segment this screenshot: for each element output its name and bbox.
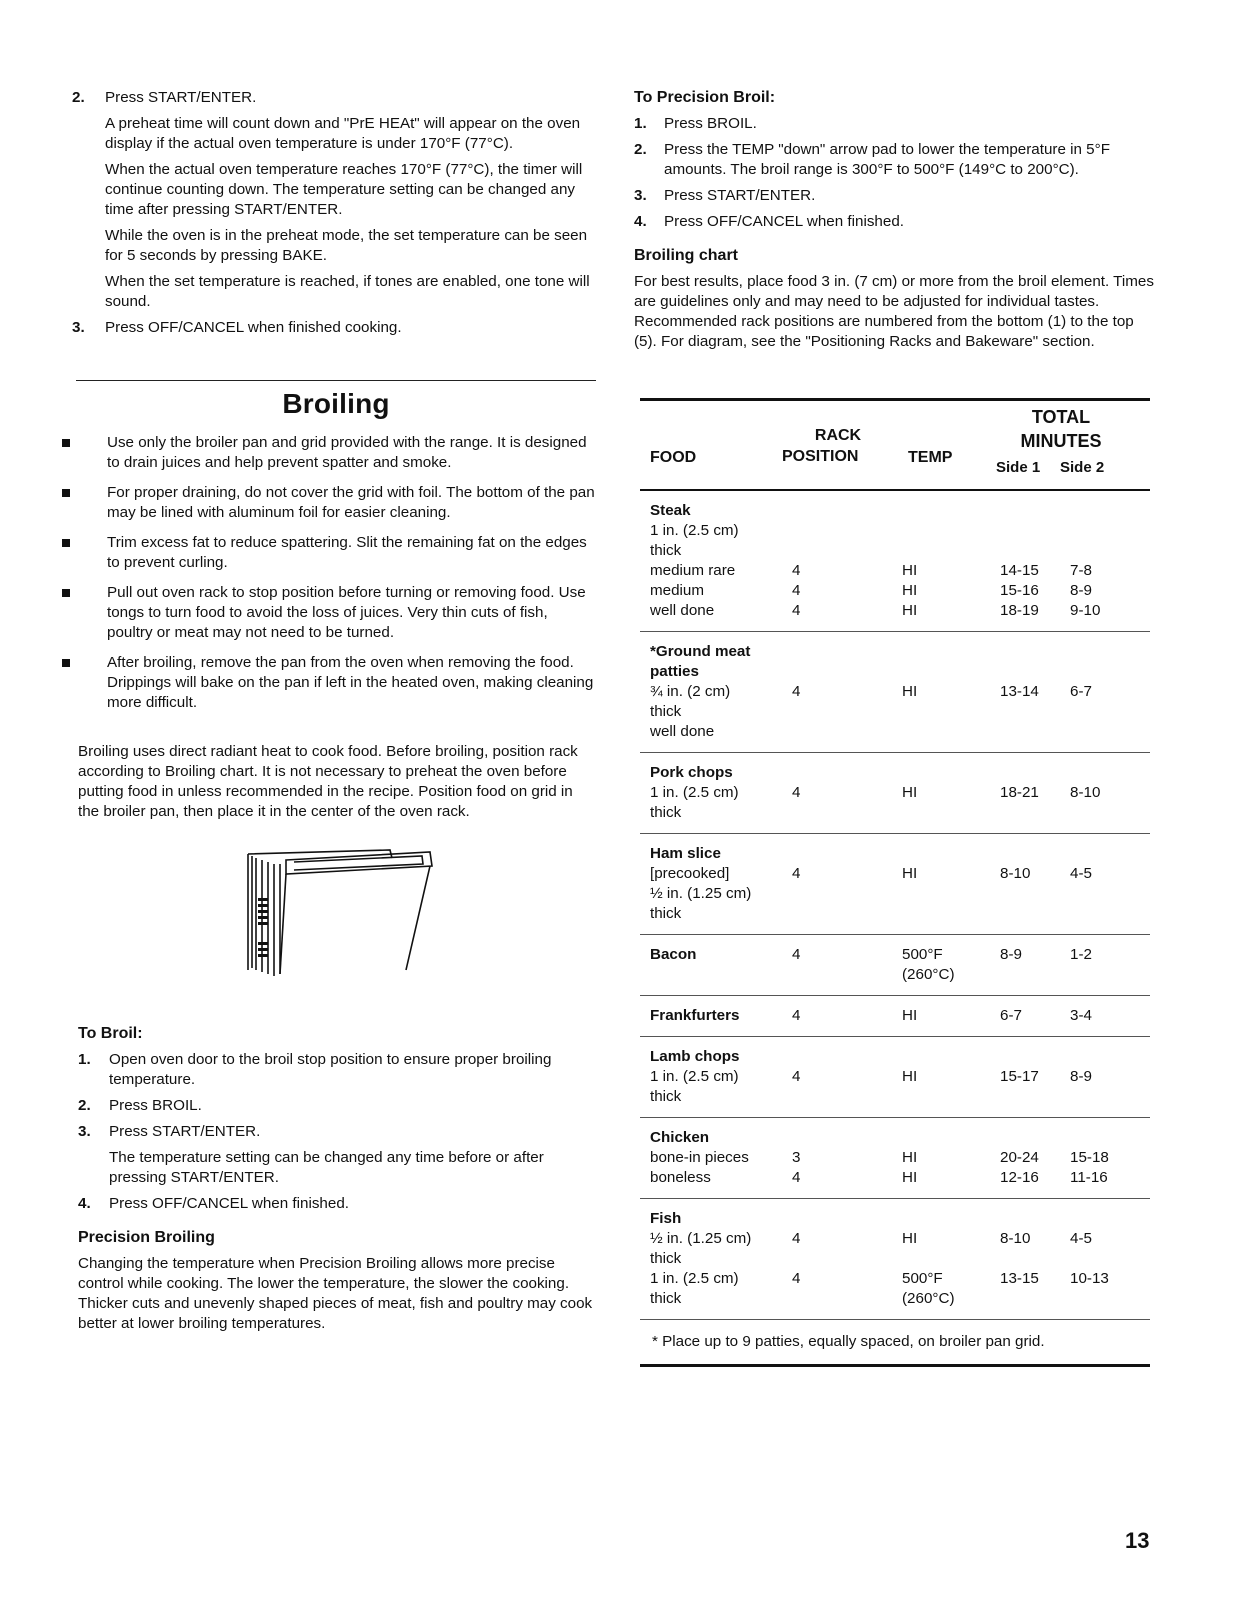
bullet-square-icon bbox=[62, 489, 70, 497]
preheat-section bbox=[62, 88, 597, 344]
to-broil-note: The temperature setting can be changed any time before or after pressing START/ENTER. bbox=[109, 1149, 544, 1186]
table-row bbox=[640, 581, 1150, 601]
bullet-square-icon bbox=[62, 439, 70, 447]
cell-food: boneless bbox=[650, 1169, 711, 1186]
cell-food: bone-in pieces bbox=[650, 1149, 749, 1166]
cell-temp: (260°C) bbox=[902, 1290, 955, 1307]
cell-food: [precooked] bbox=[650, 865, 730, 882]
tip-item bbox=[62, 483, 597, 523]
header-temp: TEMP bbox=[908, 449, 953, 466]
step-text: Press OFF/CANCEL when finished. bbox=[664, 213, 904, 230]
cell-food: Steak bbox=[650, 502, 691, 519]
cell-temp: HI bbox=[902, 1230, 918, 1247]
table-row bbox=[640, 1128, 1150, 1148]
table-row bbox=[640, 1168, 1150, 1188]
table-row bbox=[640, 1209, 1150, 1229]
cell-side-2: 11-16 bbox=[1070, 1169, 1108, 1186]
oven-door-broil-position-illustration bbox=[240, 848, 440, 996]
cell-food: well done bbox=[650, 602, 715, 619]
table-row bbox=[640, 965, 1150, 985]
to-broil-step-4 bbox=[78, 1194, 598, 1214]
cell-side-1: 8-10 bbox=[1000, 865, 1031, 882]
header-rack: RACK bbox=[814, 427, 862, 444]
table-row bbox=[640, 1249, 1150, 1269]
table-row bbox=[640, 844, 1150, 864]
preheat-step-2 bbox=[62, 88, 597, 108]
cell-food: medium bbox=[650, 582, 705, 599]
cell-rack-position: 4 bbox=[792, 602, 801, 619]
table-row bbox=[640, 702, 1150, 722]
broiling-tips-list bbox=[62, 433, 597, 723]
step-text: Press BROIL. bbox=[109, 1097, 202, 1114]
preheat-note: While the oven is in the preheat mode, the set temperature can be seen for 5 seconds by pressing BAKE. bbox=[105, 227, 588, 264]
to-precision-broil-heading: To Precision Broil: bbox=[634, 89, 776, 106]
header-total: TOTAL bbox=[1031, 407, 1091, 427]
cell-rack-position: 3 bbox=[792, 1149, 801, 1166]
table-row bbox=[640, 682, 1150, 702]
cell-side-1: 20-24 bbox=[1000, 1149, 1039, 1166]
cell-food: 1 in. (2.5 cm) bbox=[650, 1068, 739, 1085]
table-row bbox=[640, 722, 1150, 742]
cell-rack-position: 4 bbox=[792, 582, 801, 599]
cell-food: 1 in. (2.5 cm) bbox=[650, 784, 739, 801]
to-broil-step-1 bbox=[78, 1050, 598, 1090]
step-number: 4. bbox=[634, 213, 647, 230]
cell-temp: HI bbox=[902, 602, 918, 619]
table-row bbox=[640, 904, 1150, 924]
cell-rack-position: 4 bbox=[792, 683, 801, 700]
step-text: Open oven door to the broil stop position to ensure proper broiling temperature. bbox=[109, 1051, 552, 1088]
preheat-note: When the set temperature is reached, if tones are enabled, one tone will sound. bbox=[105, 273, 590, 310]
to-broil-heading: To Broil: bbox=[78, 1025, 143, 1042]
cell-side-2: 8-9 bbox=[1070, 1068, 1092, 1085]
table-footnote: * Place up to 9 patties, equally spaced, on broiler pan grid. bbox=[652, 1333, 1045, 1350]
table-row bbox=[640, 803, 1150, 823]
cell-food: thick bbox=[650, 542, 682, 559]
cell-side-2: 15-18 bbox=[1070, 1149, 1109, 1166]
section-divider bbox=[76, 380, 596, 381]
cell-side-1: 8-9 bbox=[1000, 946, 1022, 963]
cell-temp: 500°F bbox=[902, 946, 943, 963]
table-row bbox=[640, 864, 1150, 884]
cell-food: well done bbox=[650, 723, 715, 740]
step-number: 3. bbox=[72, 319, 85, 336]
cell-rack-position: 4 bbox=[792, 562, 801, 579]
cell-food: thick bbox=[650, 1088, 682, 1105]
tip-text: For proper draining, do not cover the grid with foil. The bottom of the pan may be lined with aluminum foil for easier cleaning. bbox=[107, 484, 595, 521]
table-row bbox=[640, 1269, 1150, 1289]
cell-food: thick bbox=[650, 703, 682, 720]
cell-temp: HI bbox=[902, 1149, 918, 1166]
table-header bbox=[640, 401, 1150, 481]
cell-food: Pork chops bbox=[650, 764, 733, 781]
cell-food: Ham slice bbox=[650, 845, 721, 862]
cell-side-1: 15-16 bbox=[1000, 582, 1039, 599]
food-group bbox=[640, 996, 1150, 1037]
cell-food: 1 in. (2.5 cm) bbox=[650, 522, 739, 539]
cell-food: ½ in. (1.25 cm) bbox=[650, 885, 752, 902]
step-text: Press OFF/CANCEL when finished cooking. bbox=[105, 319, 402, 336]
table-bottom-rule bbox=[640, 1364, 1150, 1367]
header-side-1: Side 1 bbox=[996, 459, 1041, 476]
cell-side-1: 6-7 bbox=[1000, 1007, 1022, 1024]
cell-food: Fish bbox=[650, 1210, 682, 1227]
cell-food: Lamb chops bbox=[650, 1048, 740, 1065]
cell-side-1: 15-17 bbox=[1000, 1068, 1039, 1085]
broiling-chart-intro: For best results, place food 3 in. (7 cm) or more from the broil element. Times are guidelines only and may need to be adjusted for individual tastes. Recommended rack positions are numbered from the bottom (1) to the top (5). For diagram, see the "Positioning Racks and Bakeware" section. bbox=[634, 273, 1154, 350]
cell-side-2: 9-10 bbox=[1070, 602, 1101, 619]
header-minutes: MINUTES bbox=[1020, 431, 1102, 451]
preheat-note: When the actual oven temperature reaches 170°F (77°C), the timer will continue counting down. The temperature setting can be changed any time after pressing START/ENTER. bbox=[105, 161, 583, 218]
cell-rack-position: 4 bbox=[792, 1270, 801, 1287]
preheat-note: A preheat time will count down and "PrE HEAt" will appear on the oven display if the actual oven temperature is under 170°F (77°C). bbox=[105, 115, 581, 152]
table-row bbox=[640, 783, 1150, 803]
cell-food: thick bbox=[650, 804, 682, 821]
step-number: 4. bbox=[78, 1195, 91, 1212]
step-number: 2. bbox=[72, 89, 85, 106]
step-number: 2. bbox=[78, 1097, 91, 1114]
food-group bbox=[640, 491, 1150, 632]
cell-temp: 500°F bbox=[902, 1270, 943, 1287]
table-row bbox=[640, 541, 1150, 561]
cell-side-2: 6-7 bbox=[1070, 683, 1092, 700]
cell-food: thick bbox=[650, 905, 682, 922]
to-broil-section bbox=[78, 1024, 598, 1334]
step-text: Press START/ENTER. bbox=[109, 1123, 261, 1140]
table-row bbox=[640, 884, 1150, 904]
table-row bbox=[640, 1229, 1150, 1249]
cell-food: patties bbox=[650, 663, 699, 680]
cell-food: medium rare bbox=[650, 562, 736, 579]
cell-side-2: 4-5 bbox=[1070, 865, 1092, 882]
table-row bbox=[640, 763, 1150, 783]
table-row bbox=[640, 501, 1150, 521]
cell-side-1: 18-19 bbox=[1000, 602, 1039, 619]
bullet-square-icon bbox=[62, 539, 70, 547]
bullet-square-icon bbox=[62, 589, 70, 597]
cell-rack-position: 4 bbox=[792, 1169, 801, 1186]
step-number: 3. bbox=[634, 187, 647, 204]
step-text: Press OFF/CANCEL when finished. bbox=[109, 1195, 349, 1212]
cell-rack-position: 4 bbox=[792, 946, 801, 963]
cell-temp: HI bbox=[902, 784, 918, 801]
table-row bbox=[640, 561, 1150, 581]
table-row bbox=[640, 1067, 1150, 1087]
cell-side-1: 13-15 bbox=[1000, 1270, 1039, 1287]
broiling-chart-heading: Broiling chart bbox=[634, 247, 739, 264]
food-group bbox=[640, 632, 1150, 753]
header-food: FOOD bbox=[650, 449, 697, 466]
precision-broiling-text: Changing the temperature when Precision Broiling allows more precise control while cooking. The lower the temperature, the slower the cooking. Thicker cuts and unevenly shaped pieces of meat, fish and poultry may cook better at lower broiling temperatures. bbox=[78, 1255, 593, 1332]
cell-side-2: 10-13 bbox=[1070, 1270, 1109, 1287]
cell-side-1: 14-15 bbox=[1000, 562, 1039, 579]
cell-side-1: 18-21 bbox=[1000, 784, 1039, 801]
cell-food: thick bbox=[650, 1290, 682, 1307]
food-group bbox=[640, 935, 1150, 996]
cell-temp: (260°C) bbox=[902, 966, 955, 983]
page-number: 13 bbox=[1125, 1528, 1150, 1553]
precision-step-2 bbox=[634, 140, 1154, 180]
cell-rack-position: 4 bbox=[792, 865, 801, 882]
food-group bbox=[640, 1037, 1150, 1118]
cell-side-2: 8-10 bbox=[1070, 784, 1101, 801]
cell-food: ½ in. (1.25 cm) bbox=[650, 1230, 752, 1247]
cell-side-2: 7-8 bbox=[1070, 562, 1092, 579]
broiling-intro: Broiling uses direct radiant heat to cook food. Before broiling, position rack according to Broiling chart. It is not necessary to preheat the oven before putting food in unless recommended in the recipe. Position food on grid in the broiler pan, then place it in the center of the oven rack. bbox=[78, 743, 578, 820]
bullet-square-icon bbox=[62, 659, 70, 667]
broiling-chart-table bbox=[640, 398, 1150, 1367]
tip-item bbox=[62, 583, 597, 643]
tip-item bbox=[62, 653, 597, 713]
table-row bbox=[640, 1006, 1150, 1026]
food-group bbox=[640, 1199, 1150, 1320]
table-body bbox=[640, 491, 1150, 1320]
cell-rack-position: 4 bbox=[792, 1230, 801, 1247]
step-text: Press the TEMP "down" arrow pad to lower the temperature in 5°F amounts. The broil range is 300°F to 500°F (149°C to 200°C). bbox=[664, 141, 1110, 178]
step-number: 1. bbox=[78, 1051, 91, 1068]
cell-temp: HI bbox=[902, 865, 918, 882]
cell-food: ¾ in. (2 cm) bbox=[650, 683, 731, 700]
table-row bbox=[640, 1047, 1150, 1067]
cell-side-1: 8-10 bbox=[1000, 1230, 1031, 1247]
header-side-2: Side 2 bbox=[1060, 459, 1105, 476]
table-row bbox=[640, 945, 1150, 965]
step-text: Press START/ENTER. bbox=[664, 187, 816, 204]
header-position: POSITION bbox=[782, 448, 859, 465]
precision-broil-section bbox=[634, 88, 1154, 352]
table-row bbox=[640, 601, 1150, 621]
precision-step-4 bbox=[634, 212, 1154, 232]
cell-temp: HI bbox=[902, 1169, 918, 1186]
precision-broiling-heading: Precision Broiling bbox=[78, 1229, 215, 1246]
to-broil-step-2 bbox=[78, 1096, 598, 1116]
precision-step-3 bbox=[634, 186, 1154, 206]
cell-food: thick bbox=[650, 1250, 682, 1267]
cell-rack-position: 4 bbox=[792, 1007, 801, 1024]
cell-temp: HI bbox=[902, 1068, 918, 1085]
cell-temp: HI bbox=[902, 683, 918, 700]
tip-item bbox=[62, 433, 597, 473]
tip-item bbox=[62, 533, 597, 573]
cell-food: Chicken bbox=[650, 1129, 710, 1146]
step-text: Press BROIL. bbox=[664, 115, 757, 132]
to-broil-step-3 bbox=[78, 1122, 598, 1142]
table-row bbox=[640, 642, 1150, 662]
precision-broiling-section bbox=[78, 1228, 598, 1334]
cell-side-2: 8-9 bbox=[1070, 582, 1092, 599]
food-group bbox=[640, 753, 1150, 834]
cell-rack-position: 4 bbox=[792, 784, 801, 801]
table-row bbox=[640, 1148, 1150, 1168]
step-number: 1. bbox=[634, 115, 647, 132]
table-row bbox=[640, 662, 1150, 682]
table-row bbox=[640, 1087, 1150, 1107]
cell-side-2: 3-4 bbox=[1070, 1007, 1092, 1024]
food-group bbox=[640, 1118, 1150, 1199]
tip-text: Use only the broiler pan and grid provided with the range. It is designed to drain juices and help prevent spatter and smoke. bbox=[107, 434, 587, 471]
preheat-step-3 bbox=[62, 318, 597, 338]
section-title: Broiling bbox=[282, 388, 390, 419]
cell-side-2: 1-2 bbox=[1070, 946, 1092, 963]
cell-temp: HI bbox=[902, 1007, 918, 1024]
cell-temp: HI bbox=[902, 582, 918, 599]
table-row bbox=[640, 521, 1150, 541]
cell-side-1: 12-16 bbox=[1000, 1169, 1039, 1186]
tip-text: Pull out oven rack to stop position before turning or removing food. Use tongs to turn food to avoid the loss of juices. Very thin cuts of fish, poultry or meat may not need to be turned. bbox=[107, 584, 586, 641]
tip-text: Trim excess fat to reduce spattering. Slit the remaining fat on the edges to prevent curling. bbox=[107, 534, 587, 571]
cell-food: Frankfurters bbox=[650, 1007, 740, 1024]
table-row bbox=[640, 1289, 1150, 1309]
tip-text: After broiling, remove the pan from the oven when removing the food. Drippings will bake on the pan if left in the heated oven, making cleaning more difficult. bbox=[107, 654, 594, 711]
food-group bbox=[640, 834, 1150, 935]
step-number: 2. bbox=[634, 141, 647, 158]
cell-side-2: 4-5 bbox=[1070, 1230, 1092, 1247]
cell-food: Bacon bbox=[650, 946, 697, 963]
cell-side-1: 13-14 bbox=[1000, 683, 1039, 700]
precision-step-1 bbox=[634, 114, 1154, 134]
cell-food: *Ground meat bbox=[650, 643, 751, 660]
cell-temp: HI bbox=[902, 562, 918, 579]
step-text: Press START/ENTER. bbox=[105, 89, 257, 106]
step-number: 3. bbox=[78, 1123, 91, 1140]
cell-rack-position: 4 bbox=[792, 1068, 801, 1085]
cell-food: 1 in. (2.5 cm) bbox=[650, 1270, 739, 1287]
